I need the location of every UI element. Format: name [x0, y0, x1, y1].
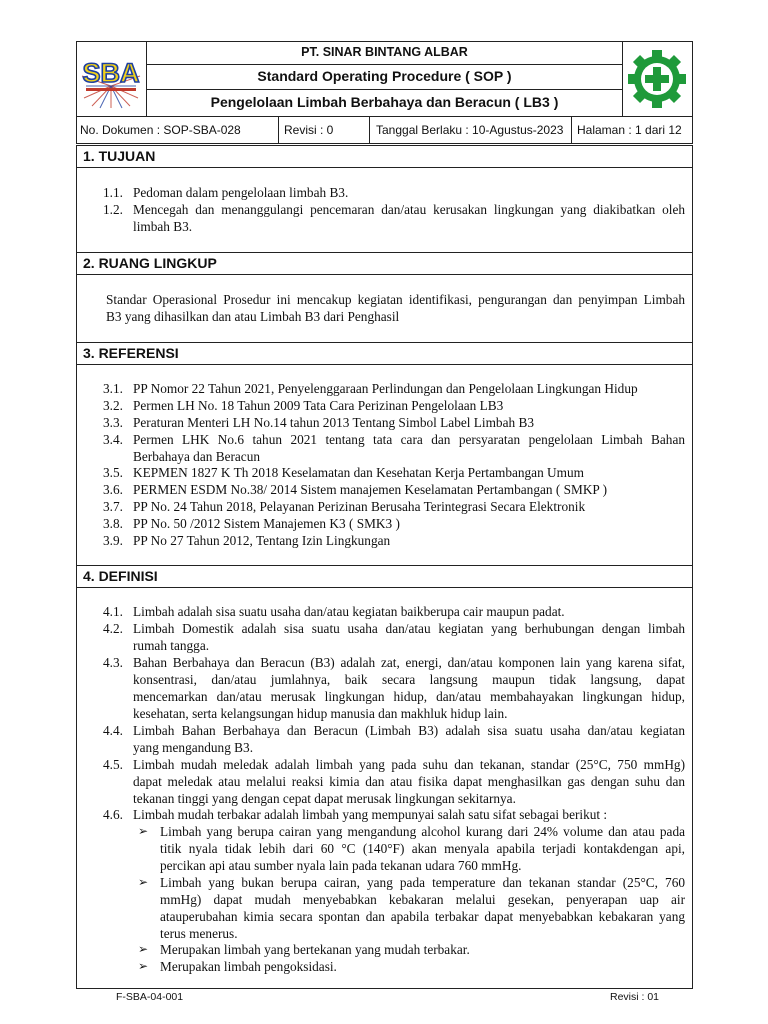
list-item: Limbah Bahan Berbahaya dan Beracun (Limbah B3) adalah sisa suatu usaha dan/atau kegiatan — [133, 723, 685, 738]
footer-revision: Revisi : 01 — [610, 991, 660, 1003]
list-number: 4.3. — [103, 655, 123, 670]
list-item: PP No 27 Tahun 2012, Tentang Izin Lingkungan — [133, 533, 391, 548]
bullet-item-continuation: terus menerus. — [160, 926, 238, 941]
safety-cross-icon — [627, 48, 687, 110]
company-name: PT. SINAR BINTANG ALBAR — [301, 45, 468, 59]
effective-date: Tanggal Berlaku : 10-Agustus-2023 — [376, 123, 564, 137]
bullet-item: Limbah yang bukan berupa cairan, yang pada temperature dan tekanan standar (25°C, 760 — [160, 875, 685, 890]
bullet-item-continuation: percikan api atau sumber nyala lain pada tekanan udara 760 mmHg. — [160, 858, 522, 873]
list-item: KEPMEN 1827 K Th 2018 Keselamatan dan Kesehatan Kerja Pertambangan Umum — [133, 465, 584, 480]
list-number: 3.4. — [103, 432, 123, 447]
bullet-item: Merupakan limbah yang bertekanan yang mudah terbakar. — [160, 942, 470, 957]
bullet-arrow-icon: ➢ — [138, 875, 149, 889]
scope-paragraph: Standar Operasional Prosedur ini mencakup kegiatan identifikasi, pengurangan dan penyimpan Limbah — [106, 292, 685, 307]
list-item-continuation: limbah B3. — [133, 219, 193, 234]
bullet-item-continuation: mmHg) dapat mudah menyebabkan kebakaran melalui gesekan, penyerapan uap air — [160, 892, 685, 907]
list-item-continuation: mencemarkan dan/atau merusak lingkungan hidup, dan/atau membahayakan lingkungan hidup, — [133, 689, 685, 704]
document-number: No. Dokumen : SOP-SBA-028 — [80, 123, 241, 137]
list-number: 3.8. — [103, 516, 123, 531]
list-number: 3.6. — [103, 482, 123, 497]
list-item-continuation: dapat meledak atau melalui reaksi kimia dan atau fisika dapat menghasilkan gas dengan suhu dan — [133, 774, 685, 789]
scope-paragraph-continuation: B3 yang dihasilkan dan atau Limbah B3 dari Penghasil — [106, 309, 400, 324]
list-item: Peraturan Menteri LH No.14 tahun 2013 Tentang Simbol Label Limbah B3 — [133, 415, 534, 430]
bullet-item: Merupakan limbah pengoksidasi. — [160, 959, 337, 974]
list-number: 4.1. — [103, 604, 123, 619]
list-item: PERMEN ESDM No.38/ 2014 Sistem manajemen Keselamatan Pertambangan ( SMKP ) — [133, 482, 608, 497]
bullet-item-continuation: atauperubahan kimia secara spontan dan apabila terbakar dapat menyebabkan kebakaran yang — [160, 909, 685, 924]
revision-number: Revisi : 0 — [284, 123, 334, 137]
bullet-item-continuation: titik nyala tidak lebih dari 60 °C (140°F) akan menyala apabila terjadi kontakdengan api, — [160, 841, 685, 856]
list-item: Limbah adalah sisa suatu usaha dan/atau kegiatan baikberupa cair maupun padat. — [133, 604, 565, 619]
list-number: 3.7. — [103, 499, 123, 514]
footer-form-number: F-SBA-04-001 — [116, 991, 184, 1003]
list-item: Bahan Berbahaya dan Beracun (B3) adalah zat, energi, dan/atau komponen lain yang karena sifat, — [133, 655, 685, 670]
list-number: 3.5. — [103, 465, 123, 480]
page-number: Halaman : 1 dari 12 — [577, 123, 682, 137]
document-type: Standard Operating Procedure ( SOP ) — [257, 68, 512, 84]
list-number: 3.9. — [103, 533, 123, 548]
bullet-arrow-icon: ➢ — [138, 942, 149, 956]
company-logo — [80, 46, 142, 112]
list-number: 1.2. — [103, 202, 123, 217]
list-item-continuation: tekanan tinggi yang dengan cepat dapat merusak lingkungan sekitarnya. — [133, 791, 516, 806]
list-item-continuation: kesehatan, serta kelangsungan hidup manusia dan makhluk hidup lain. — [133, 706, 508, 721]
list-number: 3.2. — [103, 398, 123, 413]
svg-text:SBA: SBA — [82, 58, 140, 88]
list-number: 1.1. — [103, 185, 123, 200]
list-number: 3.3. — [103, 415, 123, 430]
list-item: Limbah Domestik adalah sisa suatu usaha dan/atau kegiatan yang berhubungan dengan limbah — [133, 621, 685, 636]
list-item: Permen LH No. 18 Tahun 2009 Tata Cara Perizinan Pengelolaan LB3 — [133, 398, 504, 413]
section-heading-definisi: 4. DEFINISI — [76, 565, 693, 588]
list-item: PP No. 24 Tahun 2018, Pelayanan Perizinan Berusaha Terintegrasi Secara Elektronik — [133, 499, 586, 514]
list-item-continuation: Berbahaya dan Beracun — [133, 449, 260, 464]
list-number: 4.6. — [103, 807, 123, 822]
list-item-continuation: yang mengandung B3. — [133, 740, 254, 755]
list-item-continuation: konsentrasi, dan/atau jumlahnya, baik secara langsung maupun tidak langsung, dapat — [133, 672, 685, 687]
bullet-arrow-icon: ➢ — [138, 824, 149, 838]
list-item: Mencegah dan menanggulangi pencemaran dan/atau kerusakan lingkungan yang diakibatkan oleh — [133, 202, 685, 217]
list-item: PP No. 50 /2012 Sistem Manajemen K3 ( SMK3 ) — [133, 516, 400, 531]
list-item: Pedoman dalam pengelolaan limbah B3. — [133, 185, 349, 200]
list-number: 4.4. — [103, 723, 123, 738]
list-number: 3.1. — [103, 381, 123, 396]
section-heading-referensi: 3. REFERENSI — [76, 342, 693, 365]
bullet-item: Limbah yang berupa cairan yang mengandung alcohol kurang dari 24% volume dan atau pada — [160, 824, 685, 839]
list-item: Permen LHK No.6 tahun 2021 tentang tata cara dan persyaratan pengelolaan Limbah Bahan — [133, 432, 685, 447]
list-item: Limbah mudah terbakar adalah limbah yang mempunyai salah satu sifat sebagai berikut : — [133, 807, 608, 822]
bullet-arrow-icon: ➢ — [138, 959, 149, 973]
list-number: 4.2. — [103, 621, 123, 636]
section-heading-ruang-lingkup: 2. RUANG LINGKUP — [76, 252, 693, 275]
list-number: 4.5. — [103, 757, 123, 772]
list-item: PP Nomor 22 Tahun 2021, Penyelenggaraan Perlindungan dan Pengelolaan Lingkungan Hidup — [133, 381, 638, 396]
list-item: Limbah mudah meledak adalah limbah yang pada suhu dan tekanan, standar (25°C, 750 mmHg) — [133, 757, 685, 772]
section-heading-tujuan: 1. TUJUAN — [76, 145, 693, 168]
document-title: Pengelolaan Limbah Berbahaya dan Beracun ( LB3 ) — [210, 94, 559, 110]
list-item-continuation: rumah tangga. — [133, 638, 210, 653]
